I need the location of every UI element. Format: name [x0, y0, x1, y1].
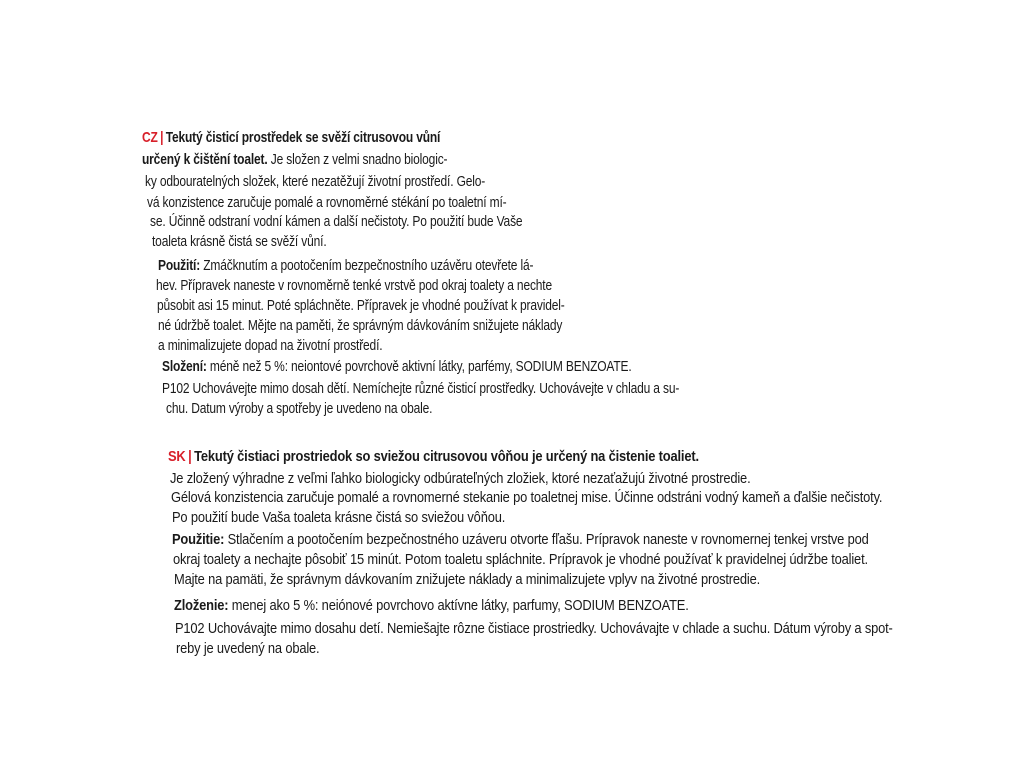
cz-usage-text: né údržbě toalet. Mějte na paměti, že správným dávkováním snižujete náklady: [158, 317, 563, 334]
sk-composition-line: [174, 596, 689, 616]
cz-text-line: Je složen z velmi snadno biologic-: [270, 151, 448, 168]
sk-usage-text: Stlačením a pootočením bezpečnostného uzáveru otvorte fľašu. Prípravok naneste v rovnomernej tenkej vrstve pod: [227, 531, 869, 548]
sk-text-line: Gélová konzistencia zaručuje pomalé a rovnomerné stekanie po toaletnej mise. Účinne odstráni vodný kameň a ďalšie nečistoty.: [171, 489, 883, 506]
sk-usage-label: Použitie:: [172, 531, 225, 548]
sk-text-line: Po použití bude Vaša toaleta krásne čistá so sviežou vôňou.: [172, 509, 506, 526]
cz-text-line: ky odbouratelných složek, které nezatěžují životní prostředí. Gelo-: [145, 173, 486, 190]
cz-usage-line: [158, 256, 533, 276]
cz-separator: |: [160, 129, 164, 146]
cz-text-line: vá konzistence zaručuje pomalé a rovnoměrné stékání po toaletní mí-: [147, 194, 507, 211]
sk-language-code: SK: [168, 448, 186, 465]
cz-usage-text: hev. Přípravek naneste v rovnoměrně tenké vrstvě pod okraj toalety a nechte: [156, 277, 553, 294]
sk-text-line: Je zložený výhradne z veľmi ľahko biologicky odbúrateľných zložiek, ktoré nezaťažujú životné prostredie.: [170, 470, 751, 487]
sk-composition-text: menej ako 5 %: neiónové povrchovo aktívne látky, parfumy, SODIUM BENZOATE.: [231, 597, 689, 614]
cz-language-code: CZ: [142, 129, 158, 146]
cz-heading-line-1: [142, 128, 440, 148]
sk-composition-label: Zloženie:: [174, 597, 229, 614]
sk-p102-text: reby je uvedený na obale.: [176, 640, 320, 657]
cz-usage-text: Zmáčknutím a pootočením bezpečnostního uzávěru otevřete lá-: [203, 257, 534, 274]
sk-heading-line: [168, 447, 699, 467]
cz-p102-text: chu. Datum výroby a spotřeby je uvedeno na obale.: [166, 400, 433, 417]
cz-composition-label: Složení:: [162, 358, 207, 375]
cz-p102-text: P102 Uchovávejte mimo dosah dětí. Nemíchejte různé čisticí prostředky. Uchovávejte v chladu a su-: [162, 380, 680, 397]
cz-composition-line: [162, 357, 632, 377]
cz-heading-1: Tekutý čisticí prostředek se svěží citrusovou vůní: [165, 129, 441, 146]
sk-p102-text: P102 Uchovávajte mimo dosahu detí. Nemiešajte rôzne čistiace prostriedky. Uchovávajte v chlade a suchu. Dátum výroby a spot-: [175, 620, 893, 637]
cz-text-line: se. Účinně odstraní vodní kámen a další nečistoty. Po použití bude Vaše: [150, 213, 523, 230]
sk-usage-text: okraj toalety a nechajte pôsobiť 15 minút. Potom toaletu spláchnite. Prípravok je vhodné používať k pravidelnej údržbe toaliet.: [173, 551, 868, 568]
cz-composition-text: méně než 5 %: neiontové povrchově aktivní látky, parfémy, SODIUM BENZOATE.: [209, 358, 632, 375]
cz-heading-line-2: [142, 150, 447, 170]
cz-text-line: toaleta krásně čistá se svěží vůní.: [152, 233, 327, 250]
sk-heading: Tekutý čistiaci prostriedok so sviežou citrusovou vôňou je určený na čistenie toaliet.: [194, 448, 699, 465]
cz-heading-2: určený k čištění toalet.: [142, 151, 268, 168]
sk-separator: |: [188, 448, 192, 465]
cz-usage-text: a minimalizujete dopad na životní prostředí.: [158, 337, 383, 354]
sk-usage-text: Majte na pamäti, že správnym dávkovaním znižujete náklady a minimalizujete vplyv na životné prostredie.: [174, 571, 761, 588]
cz-usage-label: Použití:: [158, 257, 201, 274]
sk-usage-line: [172, 530, 869, 550]
cz-usage-text: působit asi 15 minut. Poté spláchněte. Přípravek je vhodné používat k pravidel-: [157, 297, 565, 314]
